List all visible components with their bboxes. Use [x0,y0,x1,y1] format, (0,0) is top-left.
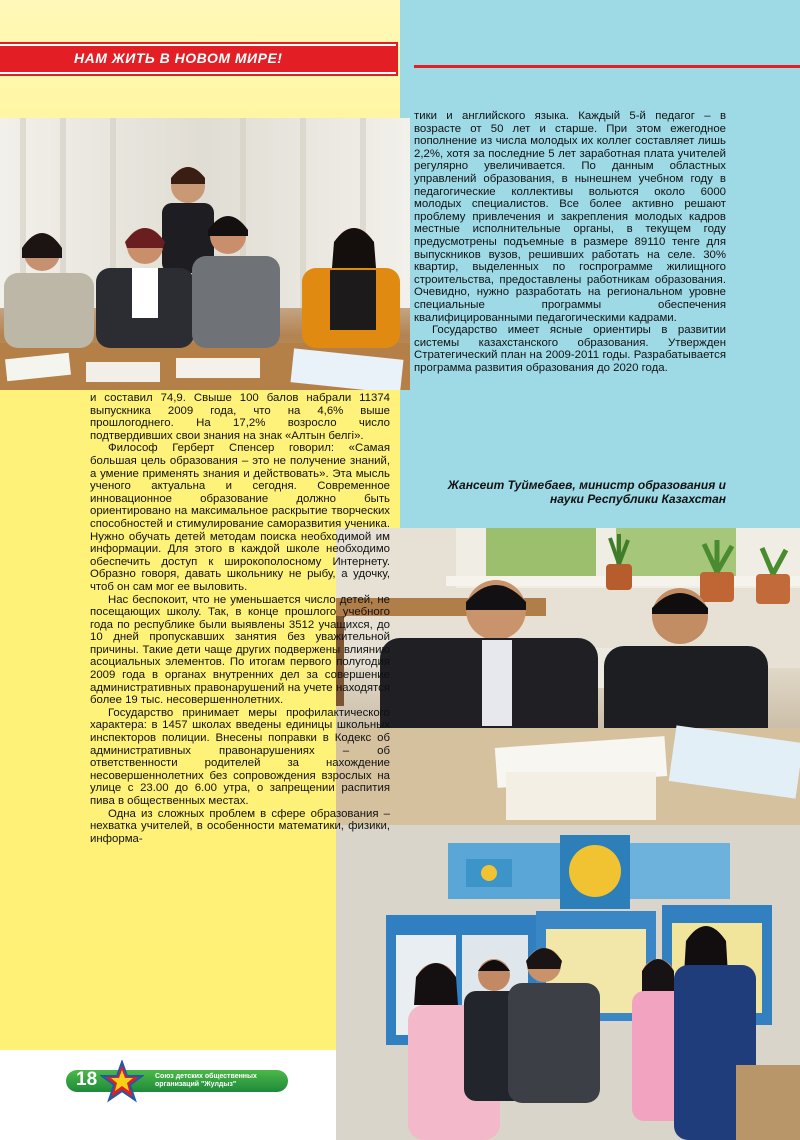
paragraph: и составил 74,9. Свыше 100 балов набрали 11374 выпускника 2009 года, что на 4,6% выше прошлогоднего. На 17,2% возросло число подтвердивших свои знания на знак «Алтын белгі». [90,392,390,442]
paragraph: Государство принимает меры профилактического характера: в 1457 школах введены единицы школьных инспекторов полиции. Внесены поправки в Кодекс об административных правонарушениях – об ответственности родителей за нахождение несовершеннолетних без сопровождения взрослых на улице с 23.00 до 6.00 утра, о запрещении распития пива в общественных местах. [90,706,390,807]
author-line-1: Жансеит Туймебаев, министр образования и [447,478,726,492]
author-signature [414,478,726,506]
header-rule [414,65,800,68]
paragraph: Философ Герберт Спенсер говорил: «Самая большая цель образования – это не получение знаний, а умение применять знания и действовать». Эта мысль ученого актуальна и сегодня. Современное инновационное образование должно быть ориентировано на максимальное раскрытие творческих способностей и стимулирование саморазвития ученика. Нужно обучать детей методам поиска необходимой им информации. Для этого в каждой школе необходимо обеспечить доступ к широкополосному Интернету. Образно говоря, давать школьнику не рыбу, а удочку, чтоб он сам мог ее выловить. [90,442,390,593]
paragraph: Нас беспокоит, что не уменьшается число детей, не посещающих школу. Так, в конце прошлого учебного года по республике были выявлены 3512 учащихся, до 10 дней пропускавших занятия без уважительной причины. Такие дети чаще других подвержены влиянию асоциальных элементов. По итогам первого полугодия 2009 года в органах внутренних дел за совершение административных правонарушений на учете находятся более 19 тыс. несовершеннолетних. [90,593,390,707]
photo-boys-at-desk [336,528,800,825]
photo-teachers [0,118,410,390]
article-column-right [414,110,726,374]
footer-org-line-1: Союз детских общественных [155,1073,257,1080]
page-number: 18 [76,1069,98,1090]
section-header [0,44,396,74]
star-logo-icon [100,1060,144,1104]
photo-boys-illustration [336,528,800,825]
photo-classroom-stand [336,825,800,1140]
paragraph: тики и английского языка. Каждый 5-й педагог – в возрасте от 50 лет и старше. При этом ежегодное пополнение из числа молодых их коллег составляет лишь 2,2%, хотя за последние 5 лет заработная плата учителей регулярно увеличивается. По данным областных управлений образования, в нынешнем учебном году в педагогические коллективы вольются около 6000 молодых специалистов. Все более активно решают проблему привлечения и закрепления молодых кадров местные исполнительные органы, в текущем году предусмотрены подъемные в размере 89110 тенге для выпускников вузов, решивших работать на селе. 30% квартир, выделенных по госпрограмме жилищного строительства, предоставлены работникам образования. Очевидно, нужно разработать на региональном уровне специальные программы обеспечения квалифицированными педагогическими кадрами. [414,110,726,324]
footer-organization [155,1073,285,1089]
section-title: НАМ ЖИТЬ В НОВОМ МИРЕ! [74,50,283,66]
paragraph: Одна из сложных проблем в сфере образования – нехватка учителей, в особенности математики, физики, информа- [90,807,390,845]
photo-teachers-illustration [0,118,410,390]
photo-classroom-illustration [336,825,800,1140]
footer-org-line-2: организаций "Жулдыз" [155,1081,237,1088]
author-line-2: науки Республики Казахстан [550,492,726,506]
paragraph: Государство имеет ясные ориентиры в развитии системы казахстанского образования. Утвержден Стратегический план на 2009-2011 годы. Разрабатывается программа развития образования до 2020 года. [414,324,726,374]
article-column-left [90,392,390,845]
